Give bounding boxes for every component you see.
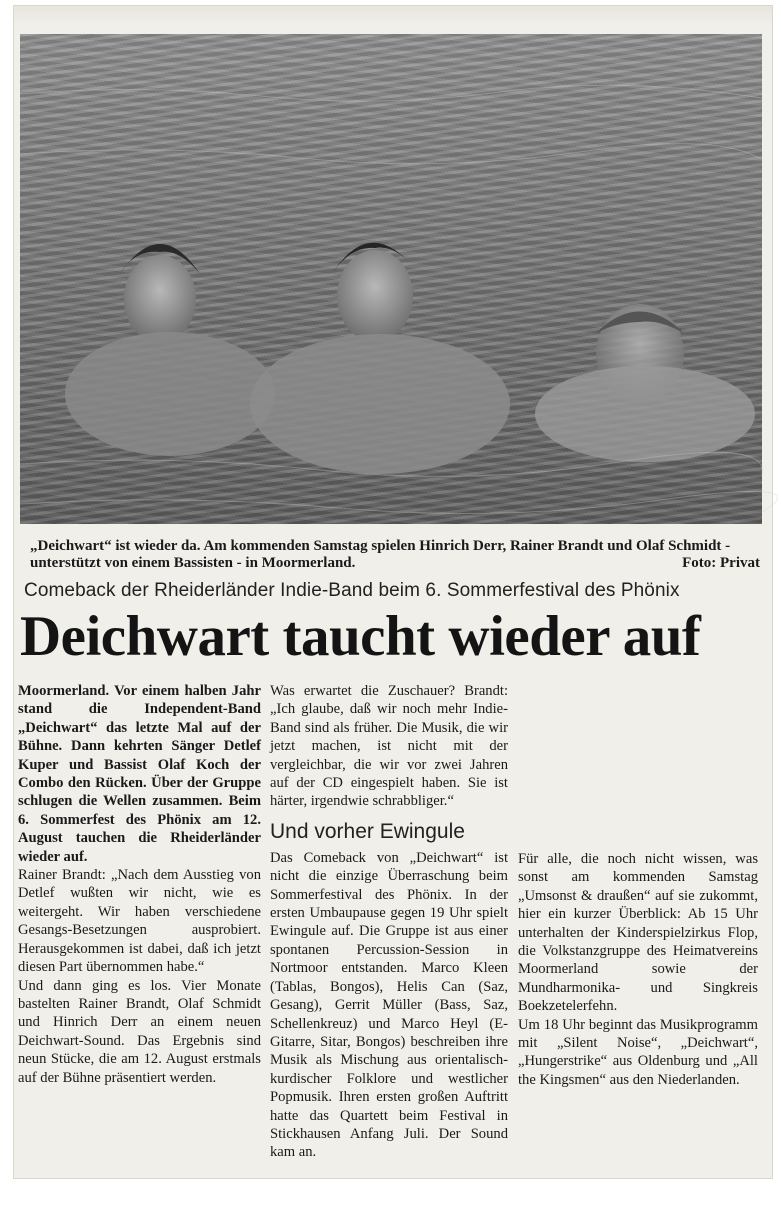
caption-text: „Deichwart“ ist wieder da. Am kommenden Samstag spielen Hinrich Derr, Rainer Brandt und Olaf Schmidt - unterstützt von einem Bassisten - in Moormerland.: [30, 538, 731, 571]
paragraph-3: Was erwartet die Zuschauer? Brandt: „Ich glaube, daß wir noch mehr Indie-Band sind als früher. Die Musik, die wir jetzt machen, ist nicht mit der vergleichbar, die wir vor zwei Jahren auf der CD eingespielt haben. Sie ist härter, irgendwie schrabbliger.“: [270, 683, 508, 810]
article-column-1: [18, 682, 261, 1087]
subheading: Und vorher Ewingule: [270, 819, 465, 843]
paragraph-6: Um 18 Uhr beginnt das Musikprogramm mit „Silent Noise“, „Deichwart“, „Hungerstrike“ aus Oldenburg und „All the Kingsmen“ aus den Niederlanden.: [518, 1016, 758, 1088]
paragraph-4: Das Comeback von „Deichwart“ ist nicht die einzige Überraschung beim Sommerfestival des Phönix. In der ersten Umbaupause gegen 19 Uhr spielt Ewingule auf. Die Gruppe ist aus einer spontanen Percussion-Session in Nortmoor entstanden. Marco Kleen (Tablas, Bongos), Helis Can (Saz, Gesang), Gerrit Müller (Bass, Saz, Schellenkreuz) und Marco Heyl (E-Gitarre, Sitar, Bongos) beschreiben ihre Musik als Mischung aus orientalisch-kurdischer Folklore und westlicher Popmusik. Ihren ersten großen Auftritt hatte das Quartett beim Festival in Stickhausen Anfang Juli. Der Sound kam an.: [270, 849, 508, 1161]
paragraph-2: Und dann ging es los. Vier Monate bastelten Rainer Brandt, Olaf Schmidt und Hinrich Derr an einem neuen Deichwart-Sound. Das Ergebnis sind neun Stücke, die am 12. August erstmals auf der Bühne präsentiert werden.: [18, 977, 261, 1086]
headline: Deichwart taucht wieder auf: [20, 605, 701, 668]
photo-credit: Foto: Privat: [682, 555, 760, 571]
paragraph-5: Für alle, die noch nicht wissen, was sonst am kommenden Samstag „Umsonst & draußen“ auf sie zukommt, hier ein kurzer Überblick: Ab 15 Uhr unterhalten der Kinderspielzirkus Flop, die Volkstanzgruppe des Heimatvereins Moormerland sowie der Mundharmonika- und Singkreis Boekzetelerfehn.: [518, 851, 758, 1015]
article-column-2: [270, 682, 508, 1161]
kicker-line: Comeback der Rheiderländer Indie-Band beim 6. Sommerfestival des Phönix: [24, 580, 680, 601]
photo-caption: [30, 538, 760, 572]
article-column-3: [518, 682, 758, 1089]
lead-paragraph: Moormerland. Vor einem halben Jahr stand die Independent-Band „Deichwart“ das letzte Mal auf der Bühne. Dann kehrten Sänger Detlef Kuper und Bassist Olaf Koch der Combo den Rücken. Über der Gruppe schlugen die Wellen zusammen. Beim 6. Sommerfest des Phönix am 12. August tauchen die Rheiderländer wieder auf.: [18, 683, 261, 865]
paragraph-1: Rainer Brandt: „Nach dem Ausstieg von Detlef wußten wir nicht, wie es weitergeht. Wir haben verschiedene Gesangs-Besetzungen ausprobiert. Herausgekommen ist dabei, daß ich jetzt diesen Part übernommen habe.“: [18, 867, 261, 976]
torn-top-edge: [14, 6, 772, 26]
photo-band-in-water: [20, 34, 762, 524]
article-photo: [20, 34, 762, 524]
